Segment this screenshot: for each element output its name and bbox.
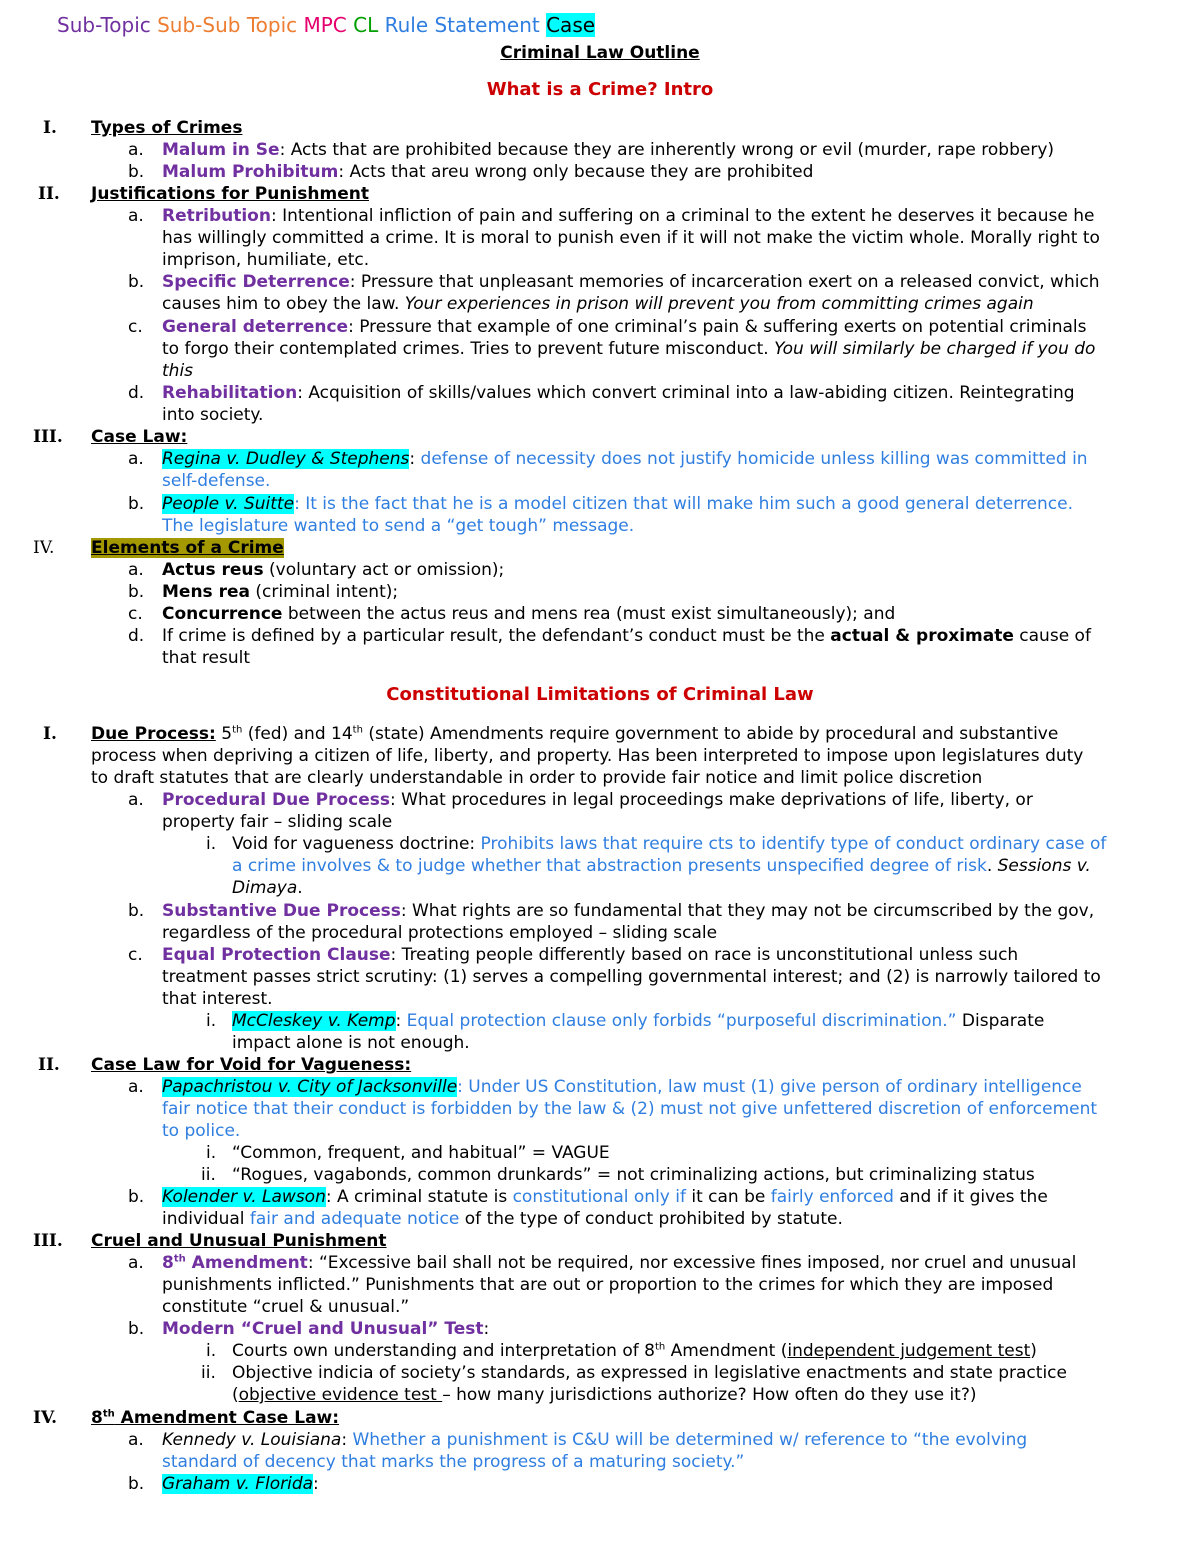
outline-letter: a. [128, 449, 144, 469]
legend-sub-topic: Sub-Topic [57, 13, 151, 37]
outline-letter: d. [128, 626, 145, 646]
outline-letter: b. [128, 582, 145, 602]
outline-item-cont: individual fair and adequate notice of the type of conduct prohibited by statute. [162, 1209, 843, 1229]
case-item: Kolender v. Lawson: A criminal statute is constitutional only if it can be fairly enforced and if it gives the [162, 1187, 1048, 1207]
outline-item: Substantive Due Process: What rights are so fundamental that they may not be circumscribed by the gov, [162, 901, 1095, 921]
outline-item-cont: regardless of the procedural protections employed – sliding scale [162, 923, 718, 943]
legend-sub-sub-topic: Sub-Sub Topic [157, 13, 298, 37]
outline-number: II. [38, 184, 60, 204]
outline-item: Modern “Cruel and Unusual” Test: [162, 1319, 490, 1339]
outline-letter: a. [128, 1430, 144, 1450]
outline-letter: a. [128, 140, 144, 160]
outline-heading: Case Law for Void for Vagueness: [91, 1055, 412, 1075]
outline-roman: i. [206, 1011, 217, 1031]
outline-subitem: Courts own understanding and interpretation of 8th Amendment (independent judgement test) [232, 1341, 1037, 1361]
outline-roman: i. [206, 1341, 217, 1361]
outline-subitem-cont: Dimaya. [232, 878, 303, 898]
outline-heading: Case Law: [91, 427, 188, 447]
outline-subitem: “Common, frequent, and habitual” = VAGUE [232, 1143, 610, 1163]
outline-item-cont: property fair – sliding scale [162, 812, 393, 832]
case-name: People v. Suitte [162, 494, 295, 514]
outline-item-cont: causes him to obey the law. Your experiences in prison will prevent you from committing crimes again [162, 294, 1034, 314]
outline-letter: c. [128, 945, 143, 965]
outline-item-cont: that result [162, 648, 251, 668]
outline-roman: i. [206, 834, 217, 854]
outline-number: III. [33, 427, 63, 447]
outline-subitem-cont: impact alone is not enough. [232, 1033, 470, 1053]
outline-item: Malum in Se: Acts that are prohibited because they are inherently wrong or evil (murder, rape robbery) [162, 140, 1055, 160]
case-item: Kennedy v. Louisiana: Whether a punishment is C&U will be determined w/ reference to “the evolving [162, 1430, 1028, 1450]
outline-letter: b. [128, 272, 145, 292]
outline-letter: b. [128, 901, 145, 921]
case-item: People v. Suitte: It is the fact that he is a model citizen that will make him such a good general deterrence. [162, 494, 1073, 514]
outline-item: Rehabilitation: Acquisition of skills/values which convert criminal into a law-abiding citizen. Reintegrating [162, 383, 1075, 403]
outline-letter: b. [128, 1187, 145, 1207]
outline-item-cont: that interest. [162, 989, 273, 1009]
case-item: Regina v. Dudley & Stephens: defense of necessity does not justify homicide unless killing was committed in [162, 449, 1088, 469]
case-item: Graham v. Florida: [162, 1474, 319, 1494]
outline-item-cont: has willingly committed a crime. It is moral to punish even if it will not make the victim whole. Morally right to [162, 228, 1100, 248]
case-name: Regina v. Dudley & Stephens [162, 449, 410, 469]
outline-roman: i. [206, 1143, 217, 1163]
outline-item-cont: punishments inflicted.” Punishments that are out or proportion to the crimes for which they are imposed [162, 1275, 1054, 1295]
outline-item-cont: constitute “cruel & unusual.” [162, 1297, 410, 1317]
outline-roman: ii. [201, 1165, 216, 1185]
outline-letter: c. [128, 604, 143, 624]
outline-item: General deterrence: Pressure that example of one criminal’s pain & suffering exerts on potential criminals [162, 317, 1087, 337]
outline-subitem: “Rogues, vagabonds, common drunkards” = not criminalizing actions, but criminalizing status [232, 1165, 1035, 1185]
legend-cl: CL [353, 13, 379, 37]
outline-subitem-cont: (objective evidence test – how many jurisdictions authorize? How often do they use it?) [232, 1385, 977, 1405]
outline-item-cont: into society. [162, 405, 264, 425]
case-name: Kennedy v. Louisiana [162, 1430, 342, 1450]
outline-heading: Justifications for Punishment [91, 184, 369, 204]
case-name: McCleskey v. Kemp [232, 1011, 396, 1031]
outline-item-cont: to draft statutes that are clearly understandable in order to provide fair notice and limit police discretion [91, 768, 983, 788]
outline-item: 8th Amendment: “Excessive bail shall not be required, nor excessive fines imposed, nor cruel and unusual [162, 1253, 1077, 1273]
outline-item: Malum Prohibitum: Acts that areu wrong only because they are prohibited [162, 162, 814, 182]
case-name: Graham v. Florida [162, 1474, 314, 1494]
case-item: Papachristou v. City of Jacksonville: Under US Constitution, law must (1) give person of ordinary intelligence [162, 1077, 1082, 1097]
outline-subitem: Void for vagueness doctrine: Prohibits laws that require cts to identify type of conduct ordinary case of [232, 834, 1107, 854]
outline-number: IV. [33, 1408, 58, 1428]
outline-letter: b. [128, 1474, 145, 1494]
outline-number: IV. [33, 538, 55, 558]
outline-roman: ii. [201, 1363, 216, 1383]
outline-item: Procedural Due Process: What procedures in legal proceedings make deprivations of life, liberty, or [162, 790, 1033, 810]
legend-mpc: MPC [303, 13, 347, 37]
outline-subitem-cont: a crime involves & to judge whether that abstraction presents unspecified degree of risk. Sessions v. [232, 856, 1091, 876]
outline-letter: a. [128, 1253, 144, 1273]
outline-letter: b. [128, 494, 145, 514]
outline-item: Retribution: Intentional infliction of pain and suffering on a criminal to the extent he deserves it because he [162, 206, 1095, 226]
outline-item: Specific Deterrence: Pressure that unpleasant memories of incarceration exert on a released convict, which [162, 272, 1100, 292]
outline-item: Equal Protection Clause: Treating people differently based on race is unconstitutional unless such [162, 945, 1019, 965]
case-name: Kolender v. Lawson [162, 1187, 326, 1207]
outline-item: Actus reus (voluntary act or omission); [162, 560, 505, 580]
outline-heading: Cruel and Unusual Punishment [91, 1231, 387, 1251]
section-heading-intro: What is a Crime? Intro [486, 79, 714, 100]
outline-item-cont: self-defense. [162, 471, 271, 491]
outline-item-cont: treatment passes strict scrutiny: (1) serves a compelling governmental interest; and (2) is narrowly tailored to [162, 967, 1101, 987]
outline-letter: b. [128, 1319, 145, 1339]
outline-number: I. [43, 118, 57, 138]
outline-letter: a. [128, 206, 144, 226]
outline-item-cont: The legislature wanted to send a “get tough” message. [162, 516, 635, 536]
case-item: McCleskey v. Kemp: Equal protection clause only forbids “purposeful discrimination.” Disparate [232, 1011, 1045, 1031]
outline-heading-line: Due Process: 5th (fed) and 14th (state) Amendments require government to abide by procedural and substantive [91, 724, 1059, 744]
color-legend [57, 13, 595, 37]
outline-item-cont: fair notice that their conduct is forbidden by the law & (2) must not give unfettered discretion of enforcement [162, 1099, 1098, 1119]
outline-number: I. [43, 724, 57, 744]
outline-item: Concurrence between the actus reus and mens rea (must exist simultaneously); and [162, 604, 896, 624]
outline-letter: b. [128, 162, 145, 182]
legend-case: Case [546, 13, 596, 37]
outline-item-cont: process when depriving a citizen of life, liberty, and property. Has been interpreted to impose upon legislatures duty [91, 746, 1084, 766]
outline-item: Mens rea (criminal intent); [162, 582, 399, 602]
outline-item: If crime is defined by a particular result, the defendant’s conduct must be the actual & proximate cause of [162, 626, 1091, 646]
outline-heading: Elements of a Crime [91, 538, 284, 558]
outline-letter: c. [128, 317, 143, 337]
outline-letter: a. [128, 790, 144, 810]
legend-rule-statement: Rule Statement [384, 13, 540, 37]
outline-item-cont: to police. [162, 1121, 241, 1141]
outline-heading: 8th Amendment Case Law: [91, 1408, 340, 1428]
section-heading-constitutional: Constitutional Limitations of Criminal Law [386, 684, 814, 705]
outline-letter: a. [128, 560, 144, 580]
document-title: Criminal Law Outline [500, 43, 700, 63]
outline-heading: Types of Crimes [91, 118, 243, 138]
outline-item-cont: this [162, 361, 194, 381]
outline-number: II. [38, 1055, 60, 1075]
outline-item-cont: to forgo their contemplated crimes. Tries to prevent future misconduct. You will similarly be charged if you do [162, 339, 1096, 359]
outline-subitem: Objective indicia of society’s standards, as expressed in legislative enactments and state practice [232, 1363, 1067, 1383]
outline-number: III. [33, 1231, 63, 1251]
outline-letter: a. [128, 1077, 144, 1097]
outline-letter: d. [128, 383, 145, 403]
case-name: Papachristou v. City of Jacksonville [162, 1077, 458, 1097]
outline-item-cont: imprison, humiliate, etc. [162, 250, 370, 270]
outline-item-cont: standard of decency that marks the progress of a maturing society.” [162, 1452, 745, 1472]
